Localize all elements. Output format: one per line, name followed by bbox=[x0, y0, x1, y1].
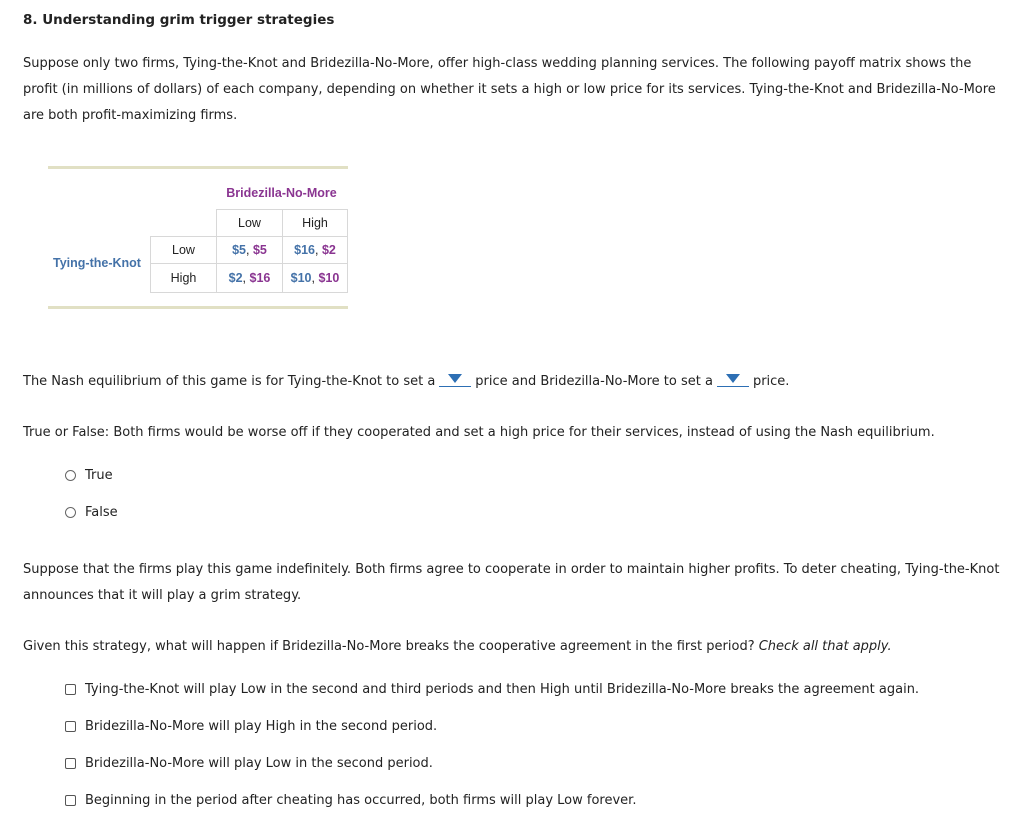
intro-paragraph: Suppose only two firms, Tying-the-Knot and Bridezilla-No-More, offer high-class wedding planning services. The following payoff matrix shows the profit (in millions of dollars) of each company, depending on whether it sets a high or low price for its services. Tying-the-Knot and Bridezilla-No-More are both profit-maximizing firms. bbox=[23, 56, 996, 123]
payoff-cell-low-low: $5 , $5 bbox=[216, 236, 283, 264]
payoff-cell-high-high: $10 , $10 bbox=[282, 263, 348, 293]
column-player-label: Bridezilla-No-More bbox=[226, 186, 337, 200]
matrix-top-rule bbox=[48, 166, 348, 169]
row-player-label: Tying-the-Knot bbox=[53, 256, 141, 270]
payoff-column-player: $16 bbox=[249, 271, 271, 285]
radio-option-true[interactable] bbox=[65, 468, 113, 483]
checkbox[interactable] bbox=[65, 721, 76, 732]
row-header-low: Low bbox=[150, 236, 217, 264]
radio-button[interactable] bbox=[65, 507, 76, 518]
tf-question: True or False: Both firms would be worse off if they cooperated and set a high price for their services, instead of using the Nash equilibrium. bbox=[23, 425, 935, 440]
nash-sentence: The Nash equilibrium of this game is for Tying-the-Knot to set a price and Bridezilla-No-More to set a price. bbox=[23, 374, 790, 389]
check-instruction: Check all that apply. bbox=[758, 639, 892, 654]
question-title: 8. Understanding grim trigger strategies bbox=[23, 12, 335, 28]
check-question: Given this strategy, what will happen if Bridezilla-No-More breaks the cooperative agreement in the first period? Check all that apply. bbox=[23, 639, 892, 654]
checkbox-label: Beginning in the period after cheating has occurred, both firms will play Low forever. bbox=[85, 793, 637, 808]
chevron-down-icon bbox=[726, 374, 740, 383]
payoff-row-player: $16 bbox=[294, 243, 315, 257]
radio-label: False bbox=[85, 505, 118, 520]
matrix-bottom-rule bbox=[48, 306, 348, 309]
payoff-column-player: $2 bbox=[321, 243, 336, 257]
tying-price-dropdown[interactable] bbox=[439, 372, 471, 387]
col-header-low: Low bbox=[216, 209, 283, 237]
payoff-column-player: $10 bbox=[318, 271, 340, 285]
radio-label: True bbox=[85, 468, 113, 483]
checkbox-option-1[interactable] bbox=[65, 682, 919, 697]
payoff-column-player: $5 bbox=[252, 243, 267, 257]
payoff-row-player: $2 bbox=[228, 271, 243, 285]
chevron-down-icon bbox=[448, 374, 462, 383]
checkbox-option-2[interactable] bbox=[65, 719, 437, 734]
checkbox-label: Bridezilla-No-More will play Low in the second period. bbox=[85, 756, 433, 771]
radio-option-false[interactable] bbox=[65, 505, 118, 520]
checkbox[interactable] bbox=[65, 758, 76, 769]
bridezilla-price-dropdown[interactable] bbox=[717, 372, 749, 387]
checkbox-label: Tying-the-Knot will play Low in the second and third periods and then High until Bridezilla-No-More breaks the agreement again. bbox=[85, 682, 920, 697]
checkbox[interactable] bbox=[65, 795, 76, 806]
checkbox-option-4[interactable] bbox=[65, 793, 636, 808]
checkbox-label: Bridezilla-No-More will play High in the second period. bbox=[85, 719, 438, 734]
payoff-cell-high-low: $2 , $16 bbox=[216, 263, 283, 293]
row-header-high: High bbox=[150, 263, 217, 293]
radio-button[interactable] bbox=[65, 470, 76, 481]
col-header-high: High bbox=[282, 209, 348, 237]
payoff-row-player: $5 bbox=[232, 243, 247, 257]
checkbox-option-3[interactable] bbox=[65, 756, 433, 771]
payoff-cell-low-high: $16 , $2 bbox=[282, 236, 348, 264]
checkbox[interactable] bbox=[65, 684, 76, 695]
scenario-paragraph: Suppose that the firms play this game indefinitely. Both firms agree to cooperate in order to maintain higher profits. To deter cheating, Tying-the-Knot announces that it will play a grim strategy. bbox=[23, 562, 1000, 603]
payoff-row-player: $10 bbox=[290, 271, 312, 285]
